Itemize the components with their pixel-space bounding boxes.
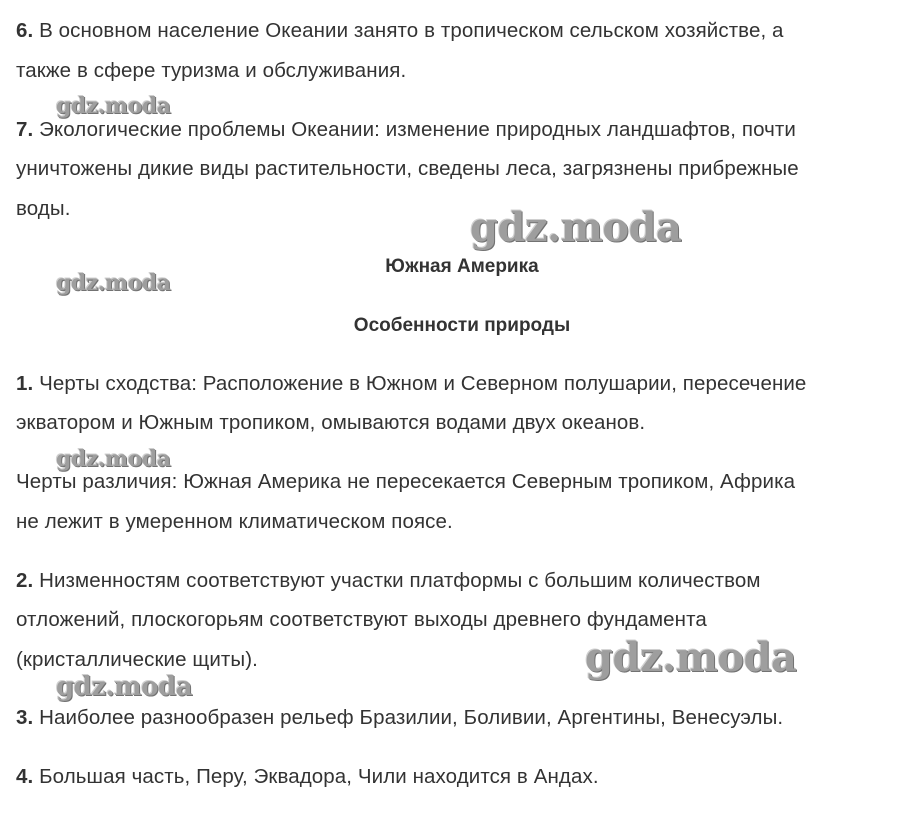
subsection-title: Особенности природы (353, 315, 571, 336)
answer-number: 3. (16, 706, 34, 729)
answer-3-line-1 (16, 706, 783, 730)
answer-text: Наиболее разнообразен рельеф Бразилии, Боливии, Аргентины, Венесуэлы. (33, 706, 784, 729)
item-7-line-3 (16, 197, 71, 221)
answer-text: Большая часть, Перу, Эквадора, Чили находится в Андах. (33, 765, 599, 788)
item-6-line-1 (16, 19, 784, 43)
answer-text: отложений, плоскогорьям соответствуют выходы древнего фундамента (16, 608, 707, 631)
item-text: Экологические проблемы Океании: изменение природных ландшафтов, почти (33, 118, 796, 141)
item-text: также в сфере туризма и обслуживания. (16, 59, 407, 82)
answer-number: 4. (16, 765, 34, 788)
answer-1-extra-line-2 (16, 510, 453, 534)
watermark: gdz.moda (56, 446, 171, 472)
item-6-line-2 (16, 59, 406, 83)
answer-number: 1. (16, 372, 34, 395)
watermark: gdz.moda (585, 634, 797, 681)
answer-4-line-1 (16, 765, 599, 789)
answer-1-extra-line-1 (16, 470, 795, 494)
answer-2-line-3 (16, 648, 258, 672)
watermark: gdz.moda (56, 672, 193, 702)
answer-1-line-2 (16, 411, 645, 435)
item-7-line-1 (16, 118, 796, 142)
watermark: gdz.moda (56, 270, 171, 296)
item-7-line-2 (16, 157, 799, 181)
answer-text: Черты сходства: Расположение в Южном и Северном полушарии, пересечение (33, 372, 807, 395)
item-text: В основном население Океании занято в тропическом сельском хозяйстве, а (33, 19, 784, 42)
answer-text: экватором и Южным тропиком, омываются водами двух океанов. (16, 411, 646, 434)
answer-2-line-1 (16, 569, 761, 593)
watermark: gdz.moda (470, 204, 682, 251)
item-number: 7. (16, 118, 34, 141)
section-title: Южная Америка (385, 256, 539, 277)
answer-text: не лежит в умеренном климатическом поясе. (16, 510, 453, 533)
answer-1-line-1 (16, 372, 806, 396)
watermark: gdz.moda (56, 93, 171, 119)
answer-number: 2. (16, 569, 34, 592)
item-text: уничтожены дикие виды растительности, сведены леса, загрязнены прибрежные (16, 157, 799, 180)
item-number: 6. (16, 19, 34, 42)
answer-2-line-2 (16, 608, 707, 632)
answer-text: Черты различия: Южная Америка не пересекается Северным тропиком, Африка (16, 470, 796, 493)
answer-text: Низменностям соответствуют участки платформы с большим количеством (33, 569, 761, 592)
answer-text: (кристаллические щиты). (16, 648, 258, 671)
item-text: воды. (16, 197, 71, 220)
